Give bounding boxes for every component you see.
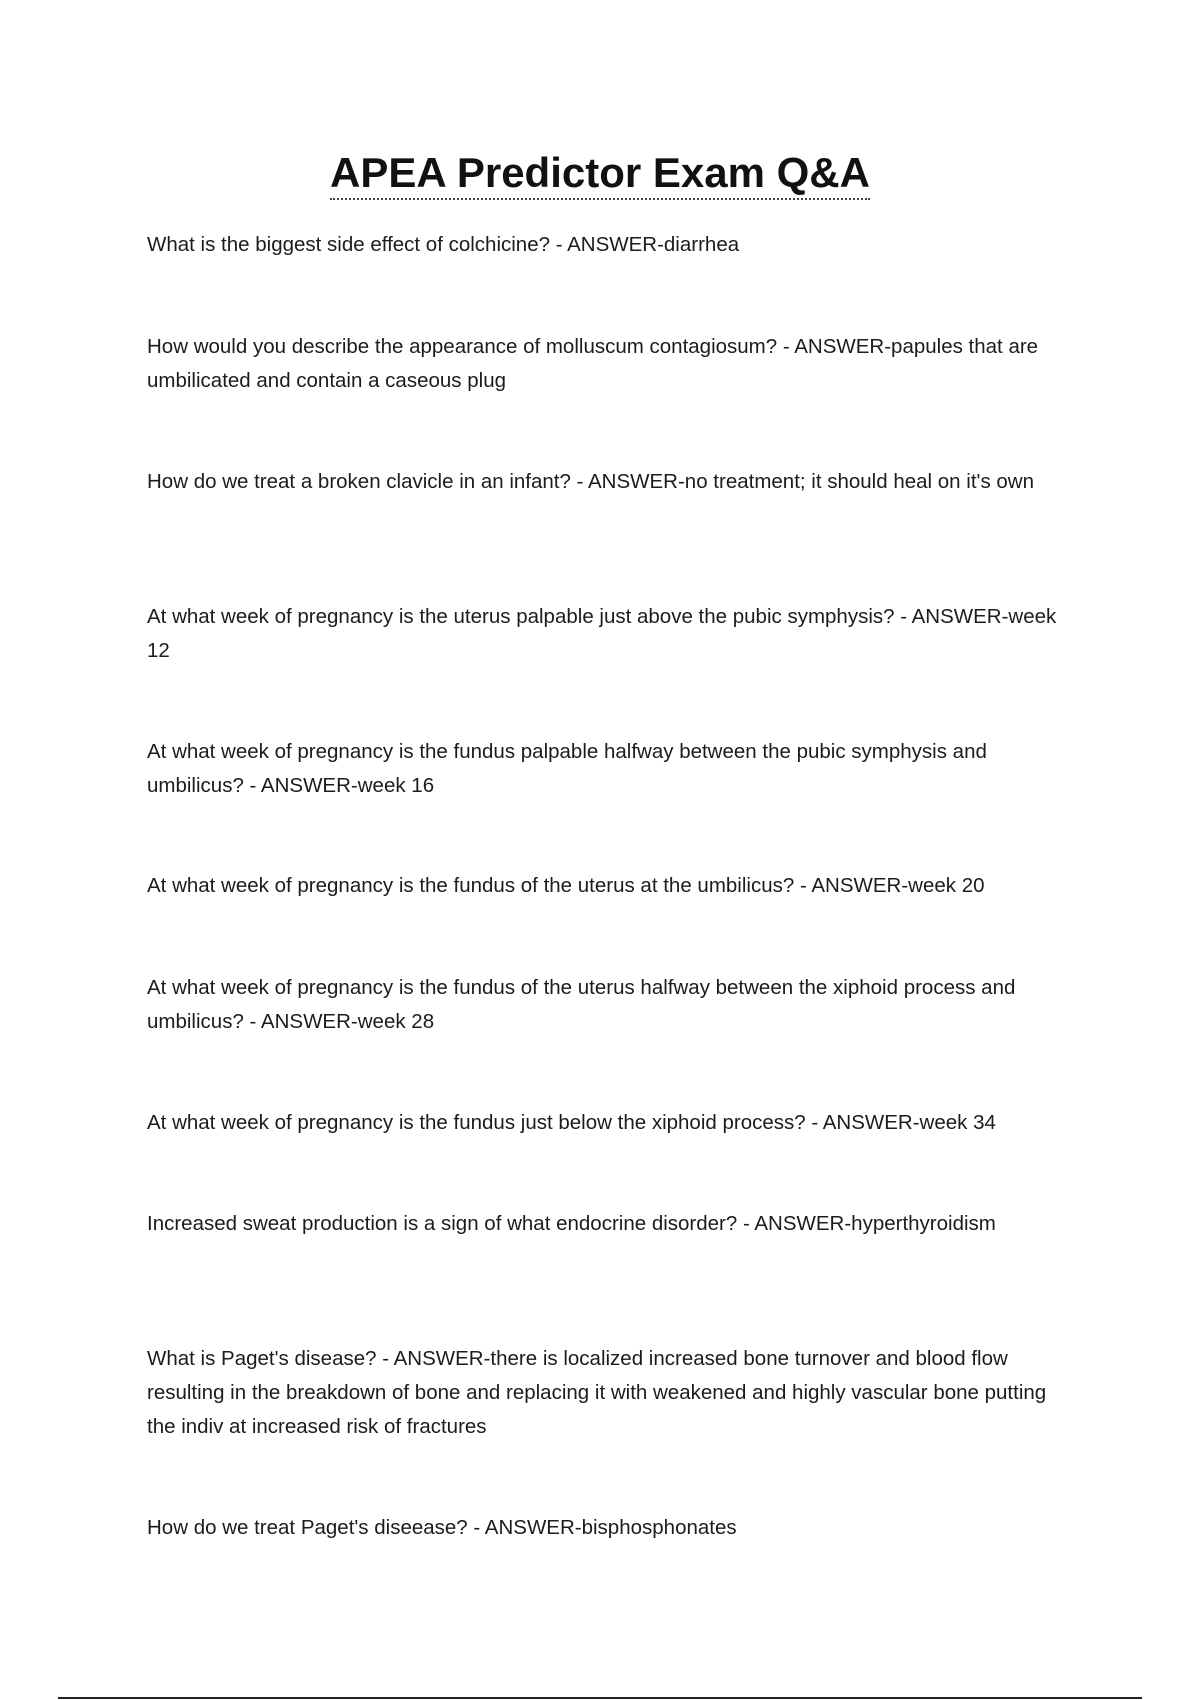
qa-item: What is Paget's disease? - ANSWER-there is localized increased bone turnover and blood flow resulting in the breakdown of bone and replacing it with weakened and highly vascular bone putting the indiv at increased risk of fractures	[147, 1347, 1047, 1438]
page-title-container	[0, 150, 1200, 200]
page-title: APEA Predictor Exam Q&A	[330, 150, 870, 200]
qa-item: At what week of pregnancy is the fundus palpable halfway between the pubic symphysis and umbilicus? - ANSWER-week 16	[147, 740, 987, 797]
qa-item: At what week of pregnancy is the fundus of the uterus halfway between the xiphoid process and umbilicus? - ANSWER-week 28	[147, 976, 1016, 1033]
qa-item: At what week of pregnancy is the fundus just below the xiphoid process? - ANSWER-week 34	[147, 1111, 996, 1134]
qa-item: What is the biggest side effect of colchicine? - ANSWER-diarrhea	[147, 233, 740, 256]
qa-item: How do we treat Paget's diseease? - ANSWER-bisphosphonates	[147, 1516, 737, 1539]
footer-divider	[58, 1697, 1142, 1699]
qa-item: How would you describe the appearance of molluscum contagiosum? - ANSWER-papules that are umbilicated and contain a caseous plug	[147, 335, 1039, 392]
qa-item: At what week of pregnancy is the uterus palpable just above the pubic symphysis? - ANSWER-week 12	[147, 605, 1057, 662]
qa-item: Increased sweat production is a sign of what endocrine disorder? - ANSWER-hyperthyroidism	[147, 1212, 996, 1235]
qa-item: At what week of pregnancy is the fundus of the uterus at the umbilicus? - ANSWER-week 20	[147, 874, 985, 897]
qa-item: How do we treat a broken clavicle in an infant? - ANSWER-no treatment; it should heal on it's own	[147, 470, 1034, 493]
